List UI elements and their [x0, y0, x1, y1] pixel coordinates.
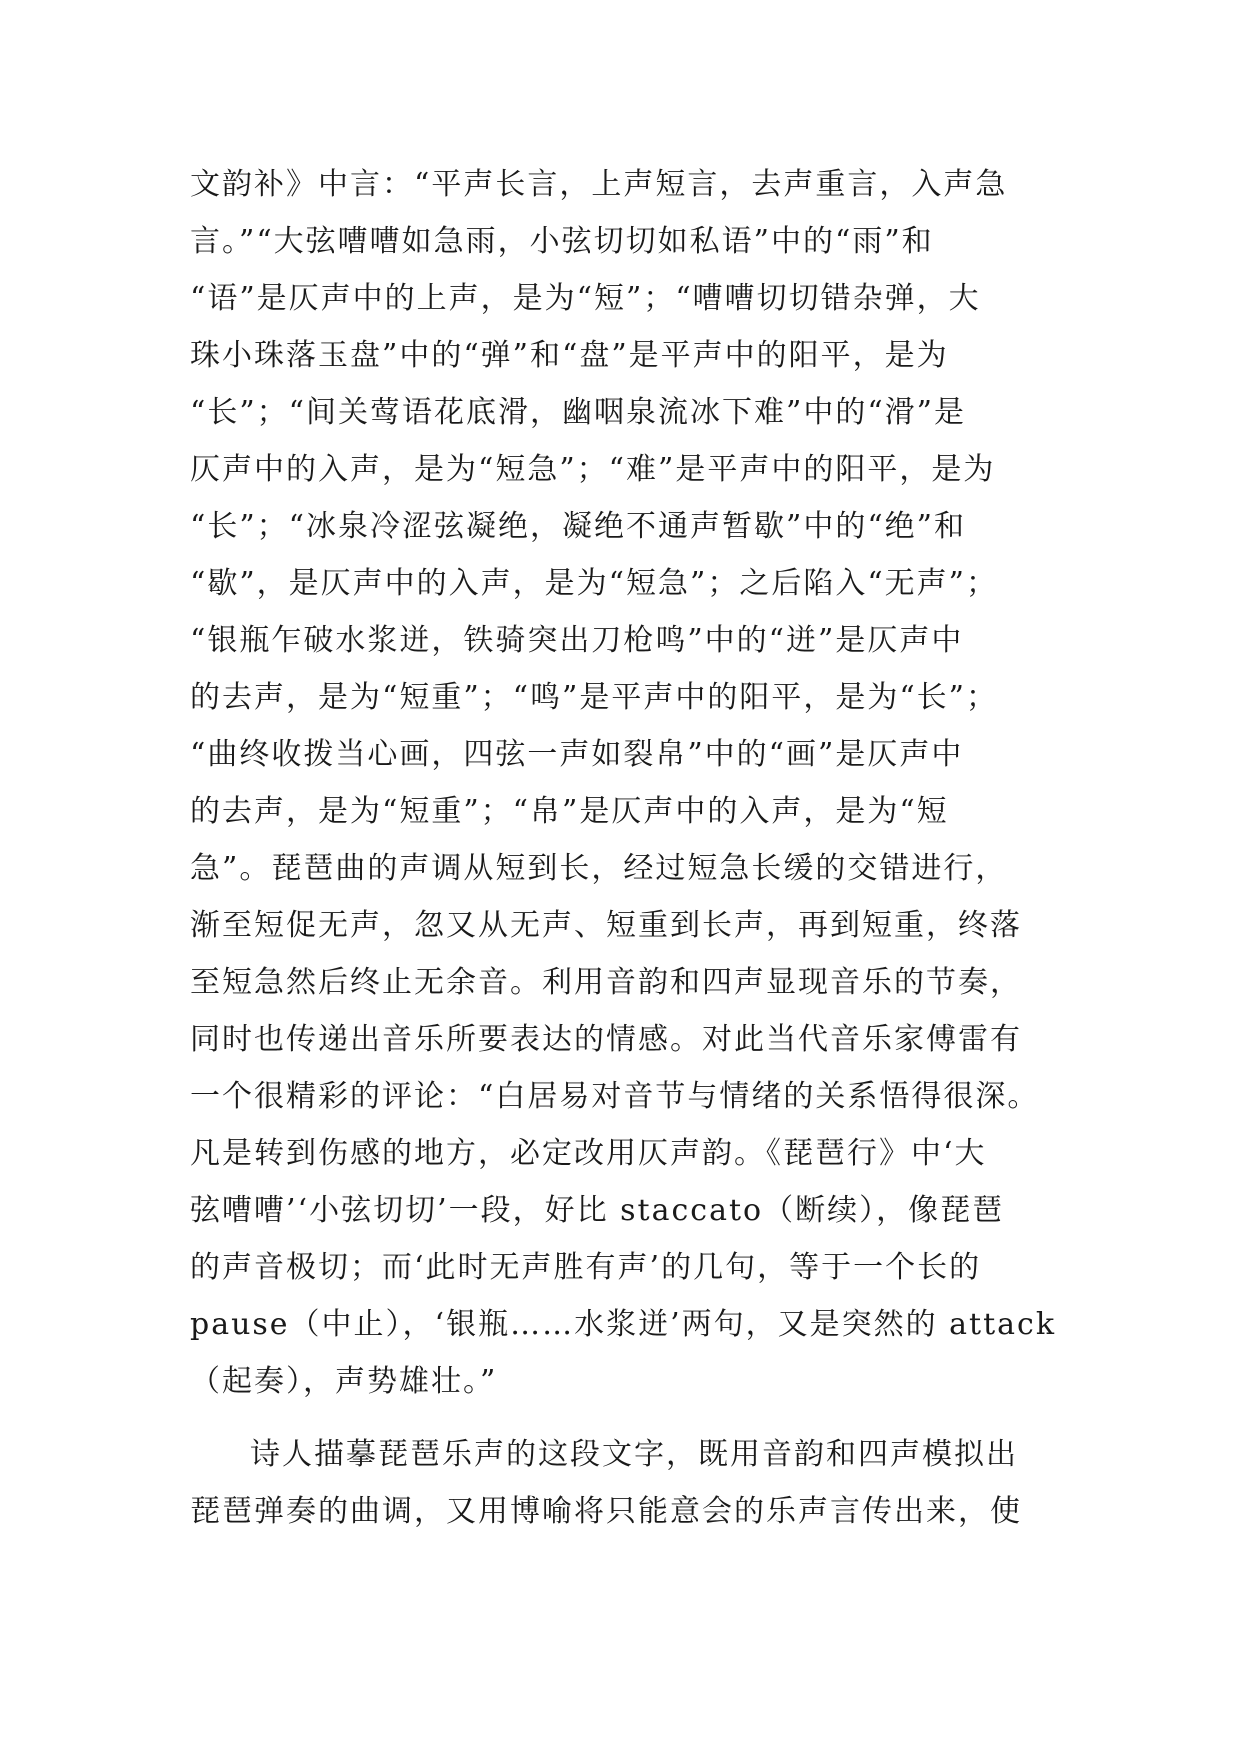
text-line: “长”；“冰泉冷涩弦凝绝，凝绝不通声暂歇”中的“绝”和: [190, 509, 967, 544]
text-line: “银瓶乍破水浆迸，铁骑突出刀枪鸣”中的“迸”是仄声中: [190, 623, 964, 658]
text-line: “长”；“间关莺语花底滑，幽咽泉流冰下难”中的“滑”是: [190, 395, 967, 430]
text-line: 的声音极切；而‘此时无声胜有声’的几句，等于一个长的: [190, 1250, 982, 1285]
paragraph-first-line: 诗人描摹琵琶乐声的这段文字，既用音韵和四声模拟出: [250, 1437, 1018, 1472]
text-line: pause（中止），‘银瓶……水浆迸’两句，又是突然的 attack: [190, 1307, 1057, 1342]
text-line: 仄声中的入声，是为“短急”；“难”是平声中的阳平，是为: [190, 452, 996, 487]
text-line: 文韵补》中言：“平声长言，上声短言，去声重言，入声急: [190, 167, 1008, 202]
text-line: 同时也传递出音乐所要表达的情感。对此当代音乐家傅雷有: [190, 1022, 1022, 1057]
text-line: “歇”，是仄声中的入声，是为“短急”；之后陷入“无声”；: [190, 566, 999, 601]
text-line: 珠小珠落玉盘”中的“弹”和“盘”是平声中的阳平，是为: [190, 338, 949, 373]
text-line: 弦嘈嘈’‘小弦切切’一段，好比 staccato（断续），像琵琶: [190, 1193, 1005, 1228]
body-text: [190, 156, 1090, 1540]
text-line: 渐至短促无声，忽又从无声、短重到长声，再到短重，终落: [190, 908, 1022, 943]
text-line: 琵琶弹奏的曲调，又用博喻将只能意会的乐声言传出来，使: [190, 1494, 1022, 1529]
text-line: “曲终收拨当心画，四弦一声如裂帛”中的“画”是仄声中: [190, 737, 964, 772]
text-line: （起奏），声势雄壮。”: [190, 1364, 498, 1399]
text-line: 一个很精彩的评论：“白居易对音节与情绪的关系悟得很深。: [190, 1079, 1040, 1114]
text-line: 的去声，是为“短重”；“鸣”是平声中的阳平，是为“长”；: [190, 680, 999, 715]
text-line: 急”。琵琶曲的声调从短到长，经过短急长缓的交错进行，: [190, 851, 1008, 886]
text-line: “语”是仄声中的上声，是为“短”；“嘈嘈切切错杂弹，大: [190, 281, 981, 316]
text-line: 言。”“大弦嘈嘈如急雨，小弦切切如私语”中的“雨”和: [190, 224, 934, 259]
text-line: 凡是转到伤感的地方，必定改用仄声韵。《琵琶行》中‘大: [190, 1136, 987, 1171]
text-line: 至短急然后终止无余音。利用音韵和四声显现音乐的节奏，: [190, 965, 1022, 1000]
text-line: 的去声，是为“短重”；“帛”是仄声中的入声，是为“短: [190, 794, 949, 829]
